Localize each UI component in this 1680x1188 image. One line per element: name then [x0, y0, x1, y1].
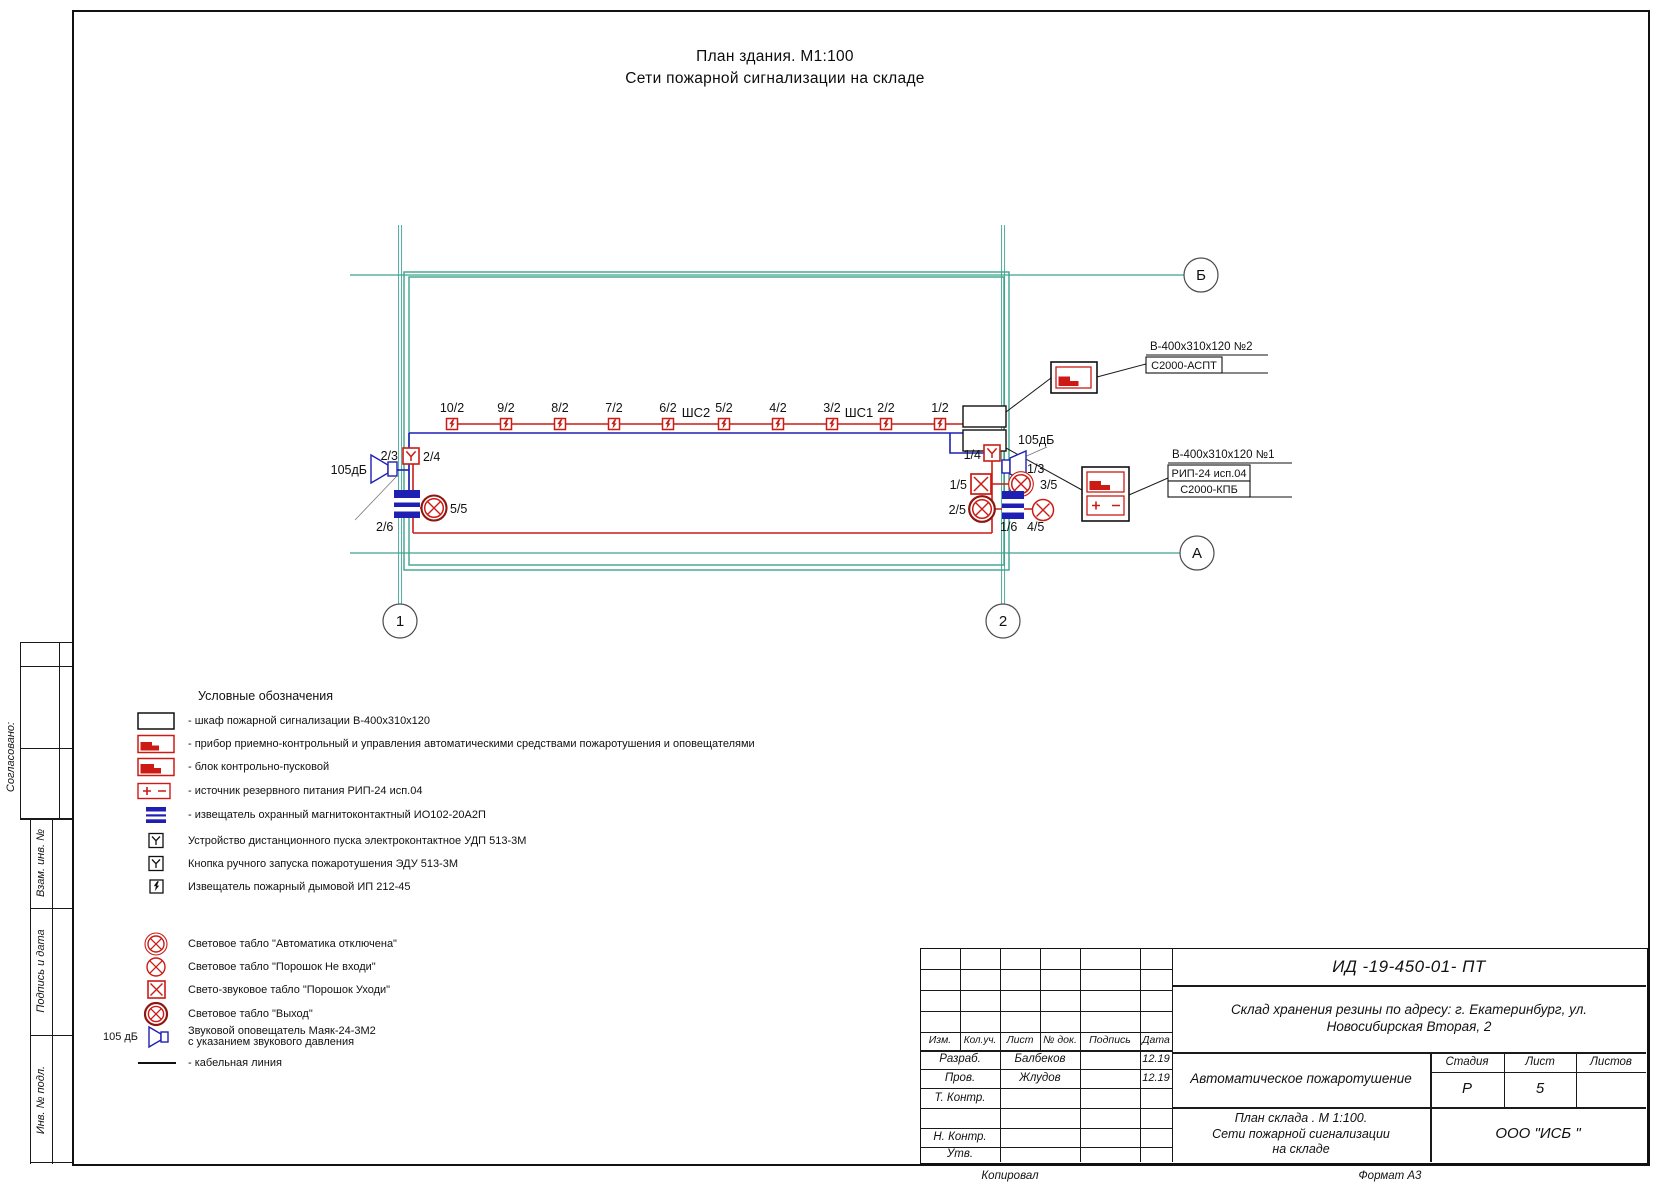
label-4-5: 4/5 [1027, 520, 1045, 534]
tb-sheet-title-line1: План склада . М 1:100. [1234, 1111, 1368, 1126]
tb-doc-number: ИД -19-450-01- ПТ [1332, 956, 1486, 976]
loop-label-shs2: ШС2 [681, 405, 711, 420]
tb-date: 12.19 [1142, 1071, 1170, 1084]
detector-label: 4/2 [769, 401, 787, 415]
detector-label: 8/2 [551, 401, 569, 415]
tb-role: Утв. [946, 1148, 974, 1161]
stamp-agreed-label: Согласовано: [5, 721, 17, 793]
footer-format: Формат А3 [1358, 1169, 1422, 1182]
tb-sheets-value [1576, 1072, 1646, 1107]
detector-label: 10/2 [439, 401, 465, 415]
label-2-3: 2/3 [380, 449, 398, 463]
legend-item-label: Световое табло "Порошок Не входи" [188, 961, 376, 973]
legend-title: Условные обозначения [198, 689, 334, 703]
callout-kpb-dev1: РИП-24 исп.04 [1171, 468, 1247, 480]
stamp-podpis-label: Подпись и дата [35, 929, 47, 1013]
tb-role: Т. Контр. [934, 1091, 986, 1104]
axis-label-1: 1 [395, 613, 405, 630]
sheet-heading-line2: Сети пожарной сигнализации на складе [625, 70, 925, 87]
tb-stage-header: Стадия [1445, 1055, 1489, 1068]
tb-role: Разраб. [939, 1053, 981, 1066]
detector-label: 6/2 [659, 401, 677, 415]
axis-label-b: Б [1196, 267, 1206, 284]
detector-label: 1/2 [931, 401, 949, 415]
label-3-5: 3/5 [1040, 478, 1058, 492]
tb-role: Н. Контр. [933, 1131, 987, 1144]
detector-label: 9/2 [497, 401, 515, 415]
tb-sheets-header: Листов [1590, 1055, 1632, 1068]
legend-item-label2: с указанием звукового давления [188, 1036, 355, 1048]
detector-label: 2/2 [877, 401, 895, 415]
tb-name: Балбеков [1014, 1053, 1066, 1066]
legend-item-label: Устройство дистанционного пуска электроконтактное УДП 513-3М [188, 835, 527, 847]
detector-label: 5/2 [715, 401, 733, 415]
sheet-heading-line1: План здания. М1:100 [696, 48, 854, 65]
legend-item-label: Световое табло "Выход" [188, 1008, 313, 1020]
detector-label: 3/2 [823, 401, 841, 415]
legend-item-label: Извещатель пожарный дымовой ИП 212-45 [188, 881, 411, 893]
stamp-vzam-label: Взам. инв. № [35, 828, 47, 898]
legend-item-label: - кабельная линия [188, 1057, 282, 1069]
legend-item-label: Световое табло "Автоматика отключена" [188, 938, 397, 950]
legend-item-label: - шкаф пожарной сигнализации В-400х310х120 [188, 715, 431, 727]
tb-name: Жлудов [1019, 1072, 1061, 1085]
db-label-right: 105дБ [1018, 433, 1055, 447]
loop-label-shs1: ШС1 [844, 405, 874, 420]
label-5-5: 5/5 [450, 502, 468, 516]
tb-date: 12.19 [1142, 1052, 1170, 1065]
tb-sheet-title [1172, 1107, 1430, 1162]
label-1-6: 1/6 [1000, 520, 1018, 534]
tb-object-line2: Новосибирская Вторая, 2 [1326, 1018, 1492, 1034]
legend-item-label: - источник резервного питания РИП-24 исп.04 [188, 785, 423, 797]
tb-section: Автоматическое пожаротушение [1190, 1071, 1412, 1087]
tb-sheet-value: 5 [1535, 1080, 1545, 1098]
legend-db-label: 105 дБ [102, 1031, 138, 1043]
tb-stage-value: Р [1461, 1080, 1472, 1098]
tb-sheet-title-line2: Сети пожарной сигнализации [1212, 1126, 1390, 1141]
tb-sheet-header: Лист [1525, 1055, 1555, 1068]
label-2-5: 2/5 [948, 503, 966, 517]
footer-copied: Копировал [981, 1169, 1039, 1182]
tb-role: Пров. [944, 1072, 976, 1085]
legend-item-label: - прибор приемно-контрольный и управления автоматическими средствами пожаротушения и оповещателями [188, 738, 755, 750]
tb-company: ООО "ИСБ " [1495, 1125, 1581, 1143]
db-label-left: 105дБ [330, 463, 367, 477]
tb-col-data: Дата [1142, 1034, 1170, 1047]
label-2-4: 2/4 [423, 450, 441, 464]
axis-label-2: 2 [998, 613, 1008, 630]
legend-item-label: Кнопка ручного запуска пожаротушения ЭДУ 513-3М [188, 858, 459, 870]
label-1-3: 1/3 [1027, 462, 1045, 476]
tb-col-ndok: № док. [1043, 1034, 1077, 1047]
label-2-6: 2/6 [376, 520, 394, 534]
axis-label-a: А [1191, 545, 1203, 562]
callout-kpb-dev2: С2000-КПБ [1180, 484, 1238, 496]
legend-item-label: Свето-звуковое табло "Порошок Уходи" [188, 984, 391, 996]
tb-col-podpis: Подпись [1089, 1034, 1131, 1047]
tb-col-list: Лист [1006, 1034, 1034, 1047]
stamp-inv-label: Инв. № подл. [35, 1065, 47, 1135]
legend-item-label: - извещатель охранный магнитоконтактный ИО102-20А2П [188, 809, 486, 821]
tb-object [1172, 985, 1646, 1052]
tb-col-izm: Изм. [928, 1034, 952, 1047]
label-1-5: 1/5 [949, 478, 967, 492]
detector-label: 7/2 [605, 401, 623, 415]
label-1-4: 1/4 [963, 448, 981, 462]
callout-kpb-name: В-400х310х120 №1 [1172, 449, 1275, 461]
callout-aspt-dev: С2000-АСПТ [1151, 360, 1217, 372]
legend-item-label: - блок контрольно-пусковой [188, 761, 330, 773]
tb-object-line1: Склад хранения резины по адресу: г. Екатеринбург, ул. [1230, 1001, 1588, 1017]
tb-col-koluch: Кол.уч. [963, 1034, 997, 1046]
tb-sheet-title-line3: на складе [1272, 1142, 1330, 1157]
callout-aspt-name: В-400х310х120 №2 [1150, 341, 1253, 353]
legend-item-label: Звуковой оповещатель Маяк-24-3М2 [188, 1024, 376, 1037]
